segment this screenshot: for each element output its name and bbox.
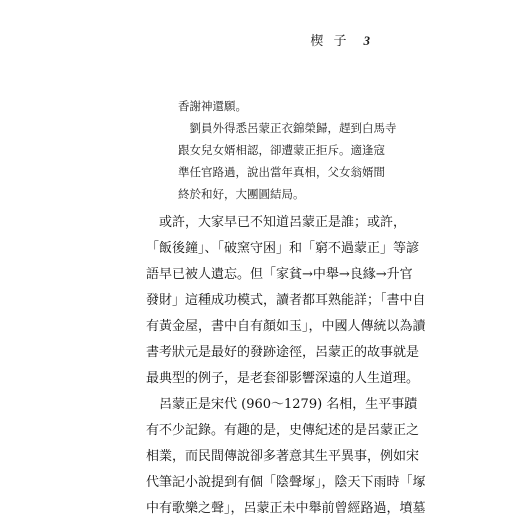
body-line: 「飯後鐘」、「破窯守困」和「窮不過蒙正」等諺 bbox=[146, 241, 420, 256]
excerpt-line: 跟女兒女婿相認，卻遭蒙正拒斥。適逢寇 bbox=[178, 143, 385, 157]
page-number: 3 bbox=[363, 33, 370, 48]
body-line: 最典型的例子，是老套卻影響深遠的人生道理。 bbox=[146, 371, 420, 386]
running-header bbox=[310, 30, 370, 49]
body-line: 語早已被人遺忘。但「家貧→中舉→良緣→升官 bbox=[146, 267, 413, 282]
body-line: 相業，而民間傳說卻多著意其生平異事，例如宋 bbox=[146, 449, 420, 464]
excerpt-line: 準任官路過，說出當年真相，父女翁婿間 bbox=[178, 165, 385, 179]
body-line: 中有歌樂之聲」，呂蒙正未中舉前曾經路過，墳墓 bbox=[146, 501, 426, 516]
body-line: 或許，大家早已不知道呂蒙正是誰；或許， bbox=[146, 215, 407, 230]
excerpt-line: 終於和好，大團圓結局。 bbox=[178, 187, 305, 201]
excerpt-block bbox=[178, 95, 397, 205]
excerpt-line: 香謝神還願。 bbox=[178, 99, 247, 113]
body-line: 有不少記錄。有趣的是，史傳紀述的是呂蒙正之 bbox=[146, 423, 420, 438]
body-line: 有黃金屋，書中自有顏如玉」，中國人傳統以為讀 bbox=[146, 319, 426, 334]
excerpt-line: 劉員外得悉呂蒙正衣錦榮歸，趕到白馬寺 bbox=[178, 121, 397, 135]
chapter-title: 楔 子 bbox=[310, 34, 350, 49]
body-line: 呂蒙正是宋代 (960～1279) 名相，生平事蹟 bbox=[146, 397, 418, 412]
body-text bbox=[146, 210, 426, 522]
body-line: 發財」這種成功模式，讀者都耳熟能詳；「書中自 bbox=[146, 293, 426, 308]
body-line: 代筆記小說提到有個「陰聲塚」，陰天下雨時「塚 bbox=[146, 475, 426, 490]
body-line: 書考狀元是最好的發跡途徑，呂蒙正的故事就是 bbox=[146, 345, 420, 360]
